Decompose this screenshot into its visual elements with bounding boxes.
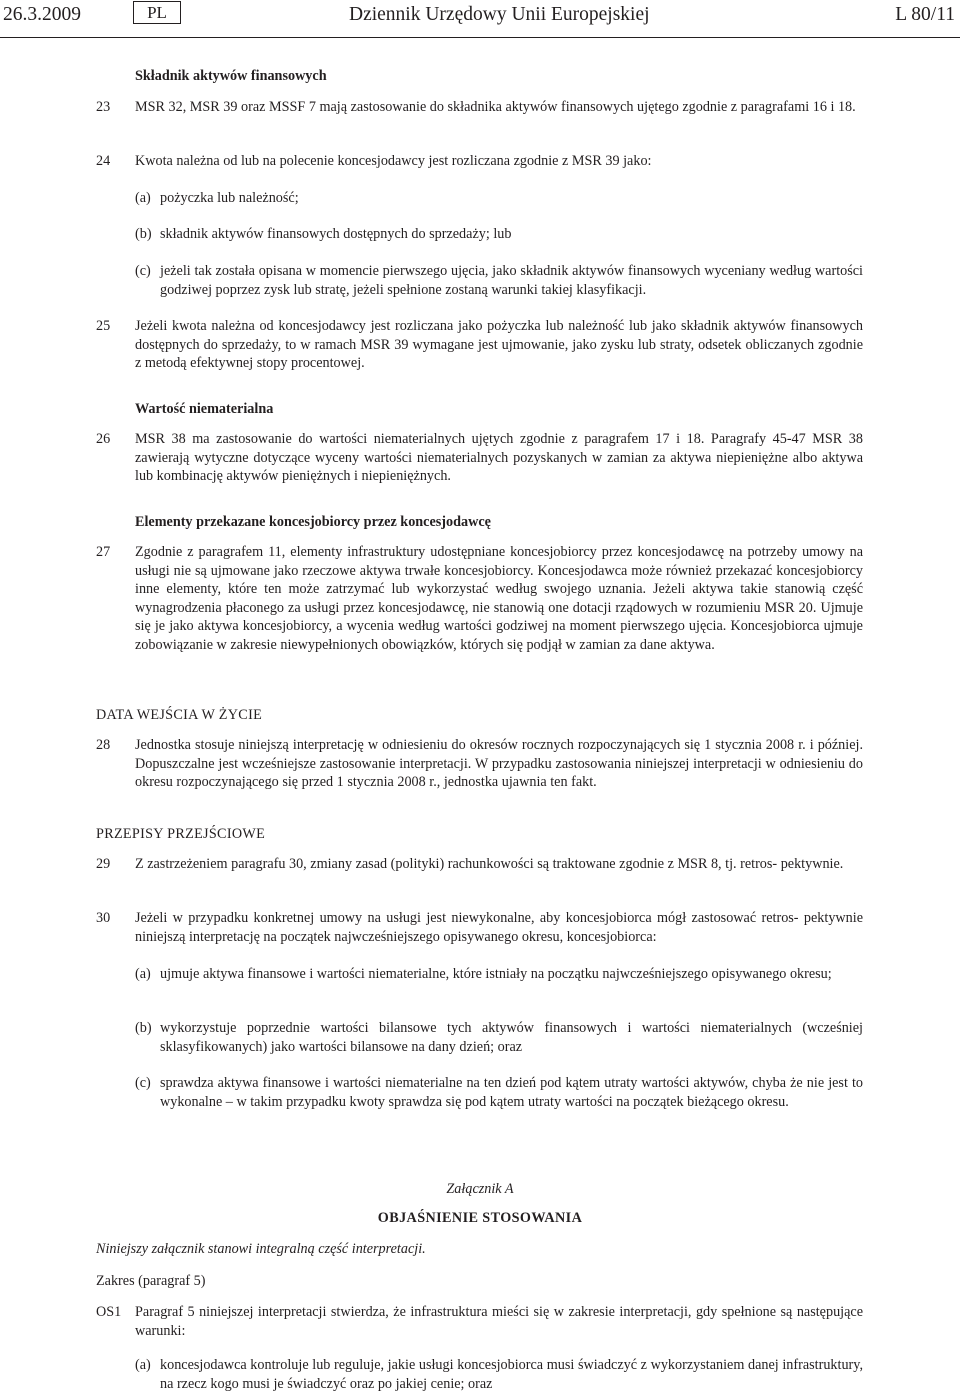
- annex-title: OBJAŚNIENIE STOSOWANIA: [377, 1210, 583, 1226]
- list-item-24a: [135, 189, 863, 208]
- paragraph-text: MSR 38 ma zastosowanie do wartości niematerialnych ujętych zgodnie z paragrafem 17 i 18. Paragrafy 45-47 MSR 38 zawierają wytyczne dotyczące wyceny wartości niematerialnych pozyskanych w zamian za aktywa niepieniężne albo aktywa lub kombinację aktywów pieniężnych i niepieniężnych.: [135, 431, 863, 485]
- item-label: (a): [135, 190, 151, 206]
- item-text: jeżeli tak została opisana w momencie pierwszego ujęcia, jako składnik aktywów finansowych wyceniany według wartości godziwej poprzez zysk lub stratę, jeżeli spełnione zostaną warunki takiej klasyfikacji.: [160, 263, 863, 298]
- item-text: ujmuje aktywa finansowe i wartości niematerialne, które istniały na początku najwcześniejszego opisywanego okresu;: [160, 966, 832, 982]
- item-label: (b): [135, 226, 152, 242]
- heading-financial-asset: Składnik aktywów finansowych: [135, 68, 327, 84]
- paragraph-os1: [96, 1303, 863, 1340]
- paragraph-text: Kwota należna od lub na polecenie koncesjodawcy jest rozliczana zgodnie z MSR 39 jako:: [135, 153, 652, 169]
- paragraph-text: MSR 32, MSR 39 oraz MSSF 7 mają zastosowanie do składnika aktywów finansowych ujętego zgodnie z paragrafami 16 i 18.: [135, 99, 856, 115]
- list-item-24c: [135, 262, 863, 299]
- paragraph-30: [96, 909, 863, 946]
- paragraph-24: [96, 152, 863, 171]
- annex-scope-heading: Zakres (paragraf 5): [96, 1273, 206, 1289]
- paragraph-number: 28: [96, 737, 111, 753]
- paragraph-29: [96, 855, 863, 874]
- language-code-box: PL: [133, 1, 181, 24]
- paragraph-number: 30: [96, 910, 111, 926]
- list-item-30c: [135, 1074, 863, 1111]
- paragraph-number: 24: [96, 153, 111, 169]
- paragraph-28: [96, 736, 863, 792]
- item-text: sprawdza aktywa finansowe i wartości niematerialne na ten dzień pod kątem utraty wartości aktywów, chyba że nie jest to wykonalne – w takim przypadku kwoty sprawdza się pod kątem utraty wartości na początek bieżącego okresu.: [160, 1075, 863, 1110]
- heading-intangible-asset: Wartość niematerialna: [135, 401, 274, 417]
- paragraph-26: [96, 430, 863, 486]
- heading-items-provided: Elementy przekazane koncesjobiorcy przez koncesjodawcę: [135, 514, 491, 530]
- item-text: koncesjodawca kontroluje lub reguluje, jakie usługi koncesjobiorca musi świadczyć z wykorzystaniem danej infrastruktury, na rzecz kogo musi je świadczyć oraz po jakiej cenie; oraz: [160, 1357, 863, 1392]
- paragraph-number: 29: [96, 856, 111, 872]
- paragraph-text: Jeżeli w przypadku konkretnej umowy na usługi jest niewykonalne, aby koncesjobiorca mógł zastosować retros- pektywnie niniejszą interpretację na początek najwcześniejszego opisywanego okresu, koncesjobiorca:: [135, 910, 863, 945]
- paragraph-number: OS1: [96, 1304, 122, 1320]
- list-item-30b: [135, 1019, 863, 1056]
- item-label: (c): [135, 263, 151, 279]
- page-number: L 80/11: [895, 4, 955, 25]
- paragraph-number: 25: [96, 318, 111, 334]
- annex-label: Załącznik A: [446, 1181, 514, 1197]
- item-label: (c): [135, 1075, 151, 1091]
- item-text: wykorzystuje poprzednie wartości bilansowe tych aktywów finansowych i wartości niematerialnych (wcześniej sklasyfikowanych) jako wartości bilansowe na dany dzień; oraz: [160, 1020, 863, 1055]
- paragraph-text: Jednostka stosuje niniejszą interpretację w odniesieniu do okresów rocznych rozpoczynających się 1 stycznia 2008 r. i później. Dopuszczalne jest wcześniejsze zastosowanie interpretacji. W przypadku zastosowania niniejszej interpretacji w odniesieniu do okresu rozpoczynającego się przed 1 stycznia 2008 r., jednostka ujawnia ten fakt.: [135, 737, 863, 791]
- list-item-30a: [135, 965, 863, 984]
- list-item-os1a: [135, 1356, 863, 1393]
- paragraph-text: Z zastrzeżeniem paragrafu 30, zmiany zasad (polityki) rachunkowości są traktowane zgodnie z MSR 8, tj. retros- pektywnie.: [135, 856, 844, 872]
- paragraph-text: Jeżeli kwota należna od koncesjodawcy jest rozliczana jako pożyczka lub należność lub jako składnik aktywów finansowych dostępnych do sprzedaży, to w ramach MSR 39 wymagane jest ujmowanie, jako zysku lub straty, odsetek obliczanych zgodnie z metodą efektywnej stopy procentowej.: [135, 318, 863, 372]
- list-item-24b: [135, 225, 863, 244]
- heading-transition: PRZEPISY PRZEJŚCIOWE: [96, 826, 266, 842]
- paragraph-27: [96, 543, 863, 655]
- item-text: pożyczka lub należność;: [160, 190, 299, 206]
- paragraph-number: 26: [96, 431, 111, 447]
- annex-integral-note: Niniejszy załącznik stanowi integralną część interpretacji.: [96, 1241, 426, 1257]
- paragraph-number: 23: [96, 99, 111, 115]
- paragraph-text: Paragraf 5 niniejszej interpretacji stwierdza, że infrastruktura mieści się w zakresie interpretacji, gdy spełnione są następujące warunki:: [135, 1304, 863, 1339]
- journal-title: Dziennik Urzędowy Unii Europejskiej: [349, 4, 650, 25]
- paragraph-text: Zgodnie z paragrafem 11, elementy infrastruktury udostępniane koncesjobiorcy przez koncesjodawcę na potrzeby umowy na usługi nie są ujmowane jako rzeczowe aktywa trwałe koncesjobiorcy. Koncesjodawca może również przekazać koncesjobiorcy inne elementy, które ten może zatrzymać lub wykorzystać według swojego uznania. Jeżeli aktywa takie stanowią część wynagrodzenia płaconego za usługi przez koncesjodawcę, nie stanowią one dotacji rządowych w rozumieniu MSR 20. Ujmuje się je jako aktywa koncesjobiorcy, a wycenia według wartości godziwej na moment pierwszego ujęcia. Koncesjobiorca ujmuje zobowiązanie w zakresie niewypełnionych obowiązków, których się podjął w zamian za dane aktywa.: [135, 544, 863, 653]
- item-text: składnik aktywów finansowych dostępnych do sprzedaży; lub: [160, 226, 512, 242]
- page-header: [0, 0, 960, 40]
- paragraph-number: 27: [96, 544, 111, 560]
- publication-date: 26.3.2009: [3, 4, 81, 25]
- paragraph-25: [96, 317, 863, 373]
- item-label: (b): [135, 1020, 152, 1036]
- paragraph-23: [96, 98, 863, 117]
- header-rule: [0, 37, 960, 38]
- item-label: (a): [135, 966, 151, 982]
- heading-effective-date: DATA WEJŚCIA W ŻYCIE: [96, 707, 263, 723]
- item-label: (a): [135, 1357, 151, 1373]
